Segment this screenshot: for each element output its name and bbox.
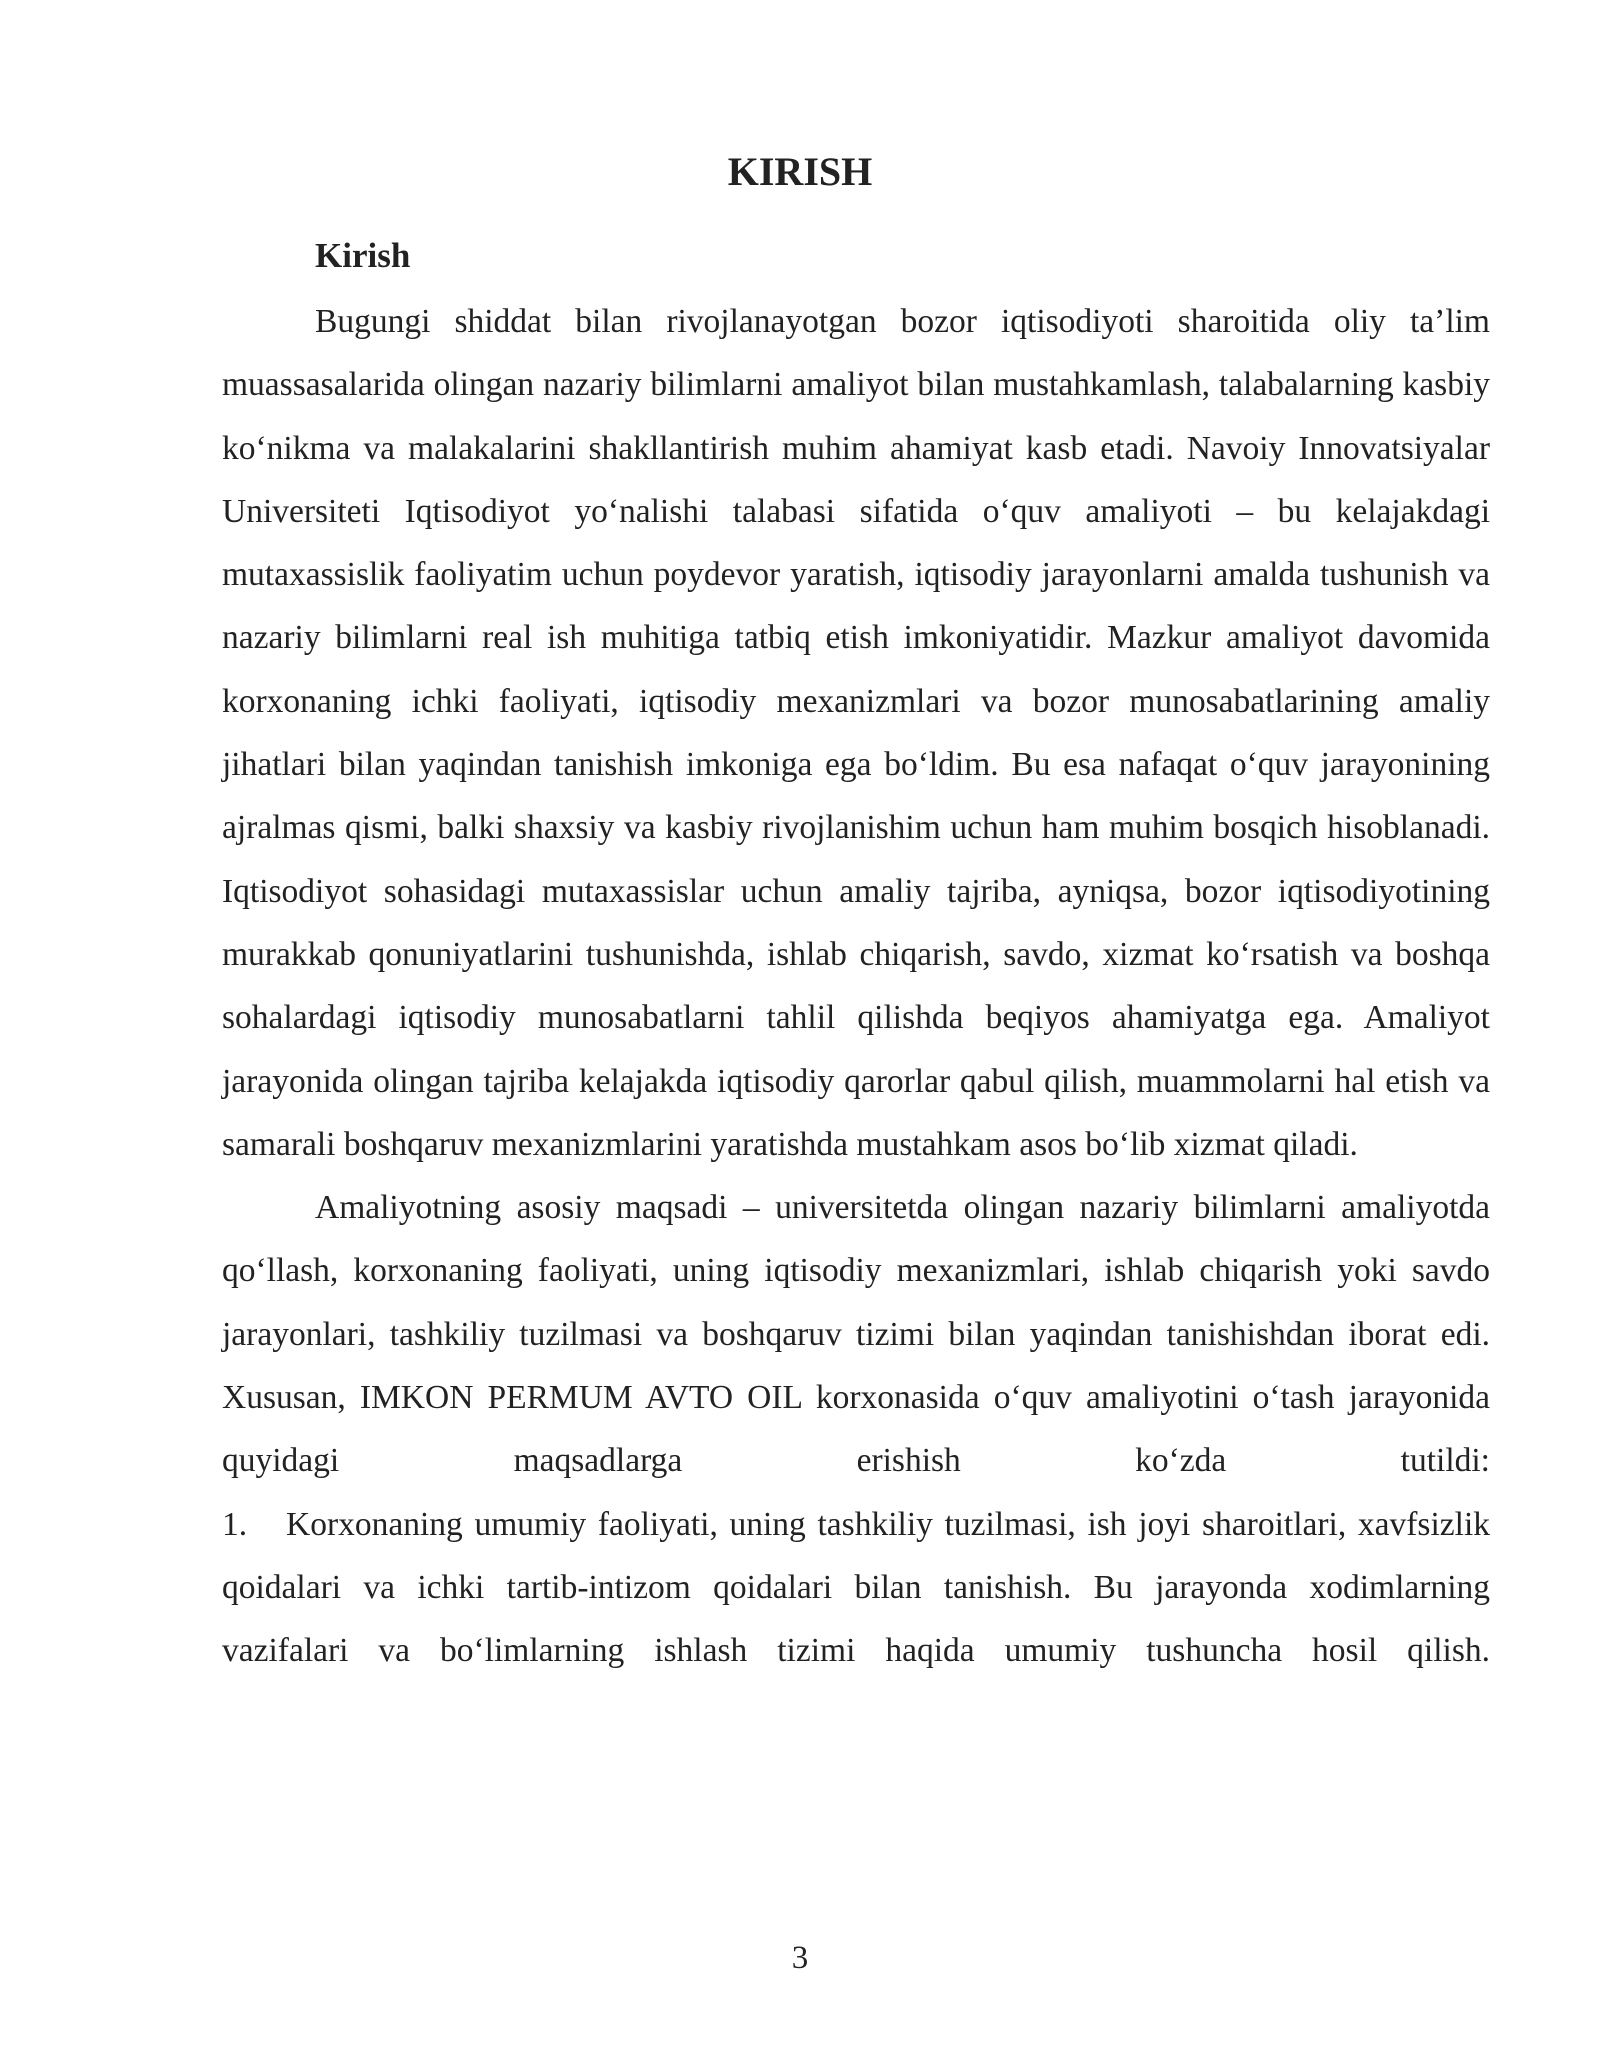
page-title: KIRISH	[727, 149, 873, 194]
paragraph-intro: Bugungi shiddat bilan rivojlanayotgan bozor iqtisodiyoti sharoitida oliy ta’lim muassasalarida olingan nazariy bilimlarni amaliyot bilan mustahkamlash, talabalarning kasbiy ko‘nikma va malakalarini shakllantirish muhim ahamiyat kasb etadi. Navoiy Innovatsiyalar Universiteti Iqtisodiyot yo‘nalishi talabasi sifatida o‘quv amaliyoti – bu kelajakdagi mutaxassislik faoliyatim uchun poydevor yaratish, iqtisodiy jarayonlarni amalda tushunish va nazariy bilimlarni real ish muhitiga tatbiq etish imkoniyatidir. Mazkur amaliyot davomida korxonaning ichki faoliyati, iqtisodiy mexanizmlari va bozor munosabatlarining amaliy jihatlari bilan yaqindan tanishish imkoniga ega bo‘ldim. Bu esa nafaqat o‘quv jarayonining ajralmas qismi, balki shaxsiy va kasbiy rivojlanishim uchun ham muhim bosqich hisoblanadi. Iqtisodiyot sohasidagi mutaxassislar uchun amaliy tajriba, ayniqsa, bozor iqtisodiyotining murakkab qonuniyatlarini tushunishda, ishlab chiqarish, savdo, xizmat ko‘rsatish va boshqa sohalardagi iqtisodiy munosabatlarni tahlil qilishda beqiyos ahamiyatga ega. Amaliyot jarayonida olingan tajriba kelajakda iqtisodiy qarorlar qabul qilish, muammolarni hal etish va samarali boshqaruv mexanizmlarini yaratishda mustahkam asos bo‘lib xizmat qiladi.	[222, 303, 1490, 1163]
list-item-number: 1.	[222, 1505, 248, 1543]
paragraph-goals: Amaliyotning asosiy maqsadi – universitetda olingan nazariy bilimlarni amaliyotda qo‘llash, korxonaning faoliyati, uning iqtisodiy mexanizmlari, ishlab chiqarish yoki savdo jarayonlari, tashkiliy tuzilmasi va boshqaruv tizimi bilan yaqindan tanishishdan iborat edi. Xususan, IMKON PERMUM AVTO OIL korxonasida o‘quv amaliyotini o‘tash jarayonida quyidagi maqsadlarga erishish ko‘zda tutildi:	[222, 1189, 1490, 1480]
list-item	[222, 1493, 1490, 1683]
body-text	[222, 290, 1490, 1683]
list-item-text: Korxonaning umumiy faoliyati, uning tashkiliy tuzilmasi, ish joyi sharoitlari, xavfsizlik qoidalari va ichki tartib-intizom qoidalari bilan tanishish. Bu jarayonda xodimlarning vazifalari va bo‘limlarning ishlash tizimi haqida umumiy tushuncha hosil qilish.	[222, 1505, 1490, 1670]
section-heading: Kirish	[315, 236, 411, 275]
page-number: 3	[791, 1940, 809, 1976]
